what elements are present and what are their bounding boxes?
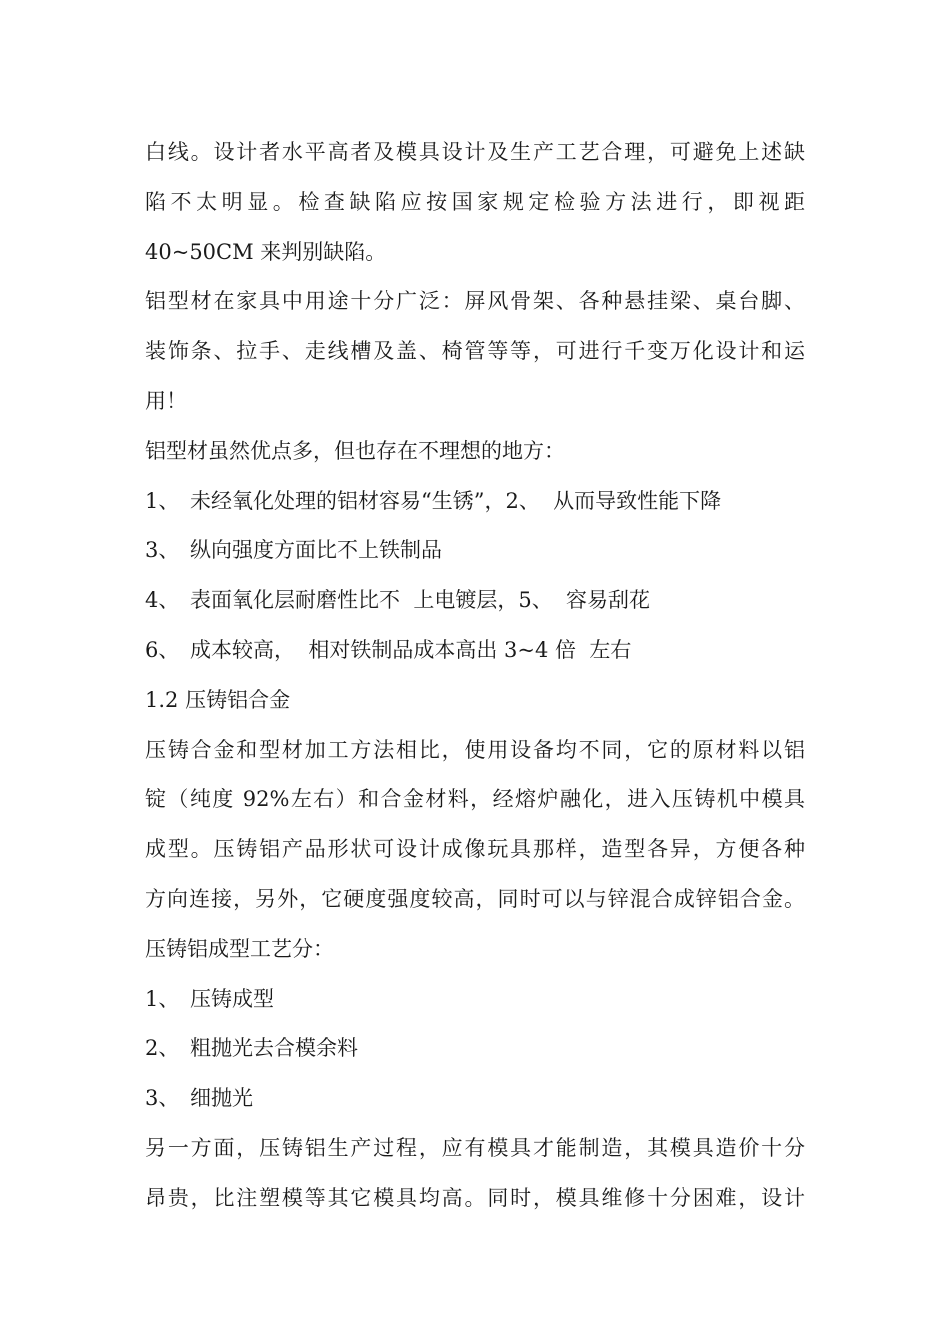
list-item-number: 3、	[145, 1086, 180, 1111]
text-line: 40~50CM 来判别缺陷。	[145, 239, 387, 264]
paragraph-die-casting	[145, 726, 805, 925]
text-line: 装饰条、拉手、走线槽及盖、椅管等等，可进行千变万化设计和运	[145, 339, 805, 364]
list-item-number: 3、	[145, 538, 180, 563]
list-item-text: 表面氧化层耐磨性比不 上电镀层，5、 容易刮花	[190, 588, 651, 613]
paragraph-mold-cost	[145, 1124, 805, 1224]
text-line: 铝型材在家具中用途十分广泛：屏风骨架、各种悬挂梁、桌台脚、	[145, 289, 805, 314]
list-item-number: 2、	[145, 1036, 180, 1061]
list-item	[145, 626, 805, 676]
list-item-text: 细抛光	[190, 1086, 253, 1111]
list-item	[145, 1024, 805, 1074]
text-line: 压铸合金和型材加工方法相比，使用设备均不同，它的原材料以铝	[145, 737, 805, 762]
list-item	[145, 1074, 805, 1124]
list-item-text: 粗抛光去合模余料	[190, 1036, 358, 1061]
paragraph-drawbacks-intro: 铝型材虽然优点多，但也存在不理想的地方：	[145, 438, 565, 463]
list-item-number: 1、	[145, 986, 180, 1011]
drawbacks-list	[145, 477, 805, 676]
list-item-number: 6、	[145, 637, 180, 662]
text-line: 锭（纯度 92%左右）和合金材料，经熔炉融化，进入压铸机中模具	[145, 787, 805, 812]
text-line: 成型。压铸铝产品形状可设计成像玩具那样，造型各异，方便各种	[145, 837, 805, 862]
list-item-text: 未经氧化处理的铝材容易“生锈”，2、 从而导致性能下降	[190, 488, 722, 513]
text-line: 白线。设计者水平高者及模具设计及生产工艺合理，可避免上述缺	[145, 140, 805, 164]
list-item	[145, 975, 805, 1025]
section-heading: 1.2 压铸铝合金	[145, 687, 291, 712]
paragraph-furniture-uses	[145, 277, 805, 426]
text-line: 陷不太明显。检查缺陷应按国家规定检验方法进行，即视距	[145, 189, 805, 214]
list-item	[145, 477, 805, 527]
list-item-text: 成本较高， 相对铁制品成本高出 3~4 倍 左右	[190, 637, 632, 662]
paragraph-defects	[145, 128, 805, 277]
list-item-number: 4、	[145, 588, 180, 613]
text-line: 用！	[145, 388, 187, 413]
text-line: 昂贵，比注塑模等其它模具均高。同时，模具维修十分困难，设计	[145, 1185, 805, 1210]
document-body	[145, 128, 805, 1224]
list-item	[145, 526, 805, 576]
text-line: 方向连接，另外，它硬度强度较高，同时可以与锌混合成锌铝合金。	[145, 886, 805, 911]
paragraph-process-intro: 压铸铝成型工艺分：	[145, 936, 334, 961]
list-item-text: 纵向强度方面比不上铁制品	[190, 538, 442, 563]
process-steps-list	[145, 975, 805, 1124]
list-item-text: 压铸成型	[190, 986, 274, 1011]
text-line: 另一方面，压铸铝生产过程，应有模具才能制造，其模具造价十分	[145, 1135, 805, 1160]
list-item	[145, 576, 805, 626]
list-item-number: 1、	[145, 488, 180, 513]
